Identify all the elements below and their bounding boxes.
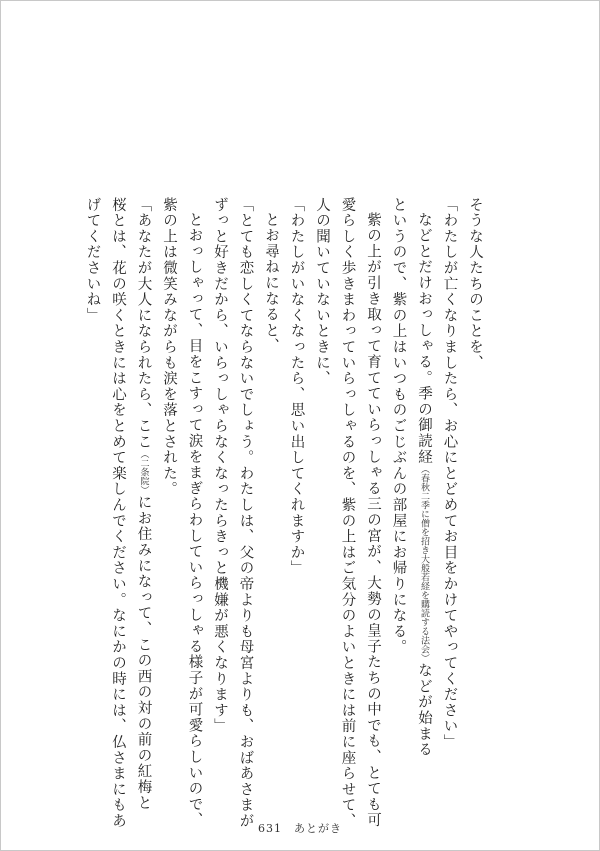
text-column: 愛らしく歩きまわっていらっしゃるのを、紫の上はご気分のよいときには前に座らせて、 <box>339 197 356 829</box>
text-column: そうな人たちのことを、 <box>467 197 483 371</box>
text-run: 「あなたが大人になられたら、ここ <box>135 197 152 450</box>
text-column: 「わたしがいなくなったら、思い出してくれますか」 <box>288 197 305 577</box>
text-column: 人の聞いていないときに、 <box>314 197 330 387</box>
text-column <box>130 197 156 811</box>
text-column: げてくださいね」 <box>84 197 101 324</box>
text-run: などとだけおっしゃる。季の御読経 <box>416 211 432 465</box>
text-column: とおっしゃって、目をこすって涙をまぎらわしていらっしゃる様子が可愛らしいので、 <box>186 211 203 828</box>
text-column: 「とても恋しくてならないでしょう。わたしは、父の帝よりも母宮よりも、おばあさまが <box>237 197 254 829</box>
text-column: ずっと好きだから、いらっしゃらなくなったらきっと機嫌が悪くなります」 <box>212 197 228 735</box>
text-run: にお住みになって、この西の対の前の紅梅と <box>135 494 152 811</box>
text-column: 紫の上は微笑みながらも涙を落とされた。 <box>161 197 177 498</box>
text-run: などが始まる <box>416 662 432 758</box>
section-title: あとがき <box>294 822 342 835</box>
text-column: というので、紫の上はいつものごじぶんの部屋にお帰りになる。 <box>390 197 407 656</box>
text-column: 桜とは、花の咲くときには心をとめて楽しんでください。なにかの時には、仏さまにもあ <box>110 197 126 829</box>
annotation-note: （二条院） <box>138 449 149 495</box>
text-column <box>411 197 437 758</box>
annotation-note: （春秋二季に僧を招き大般若経を購読する法会） <box>419 464 429 663</box>
text-column: とお尋ねになると、 <box>263 211 279 354</box>
page-number: 631 <box>258 822 282 835</box>
text-column: 紫の上が引き取って育てていらっしゃる三の宮が、大勢の皇子たちの中でも、とても可 <box>365 211 381 828</box>
page-footer <box>1 820 599 836</box>
text-column: 「わたしが亡くなりましたら、お心にとどめてお目をかけてやってください」 <box>441 197 458 750</box>
